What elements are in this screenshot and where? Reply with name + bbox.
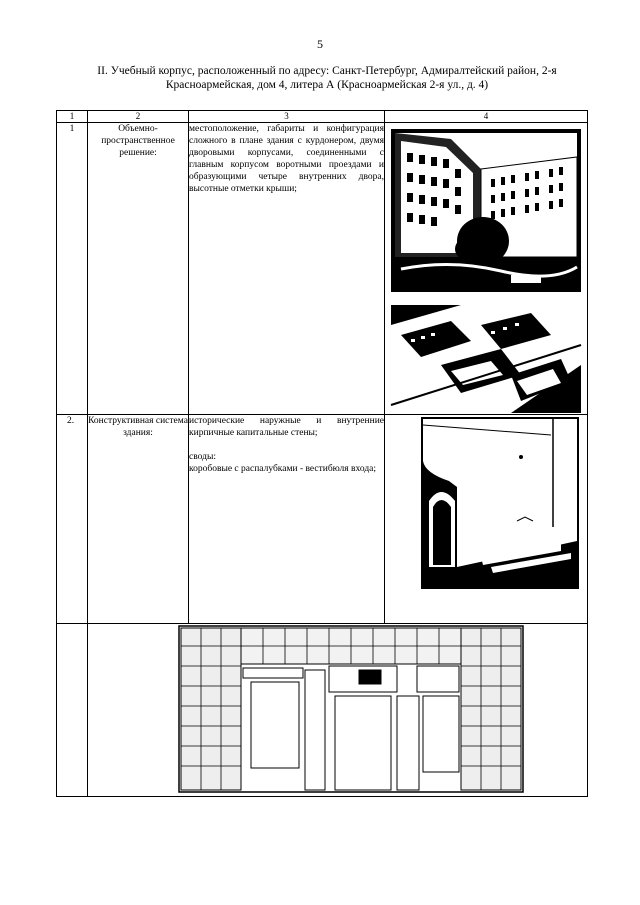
row-number: 2.: [57, 415, 88, 624]
table-row: [57, 624, 588, 797]
row-name: Конструктивная система здания:: [88, 415, 189, 624]
table-row: [57, 415, 588, 624]
column-number-1: 1: [57, 111, 88, 123]
row-description: местоположение, габариты и конфигурация сложного в плане здания с курдонером, двумя дворовыми корпусами, соединенными с главным корпусом воротными проездами и образующими четыре внутренних двора, высотные отметки крыши;: [189, 123, 385, 415]
row-number: 1: [57, 123, 88, 415]
vestibule-interior-photo: [385, 415, 588, 623]
building-street-photo: [388, 123, 591, 413]
row-number-empty: [57, 624, 88, 797]
floor-plan-drawing: [88, 624, 588, 796]
column-number-3: 3: [189, 111, 385, 123]
column-number-4: 4: [385, 111, 588, 123]
table-row: [57, 123, 588, 415]
column-number-2: 2: [88, 111, 189, 123]
page-number: 5: [317, 37, 323, 51]
description-vaults-detail: коробовые с распалубками - вестибюля входа;: [189, 464, 377, 474]
row-name: Объемно-пространственное решение:: [88, 123, 189, 415]
photo-cell: [385, 415, 588, 624]
description-vaults-label: своды:: [189, 452, 216, 462]
floor-plan-cell: [88, 624, 588, 797]
photo-cell: [385, 123, 588, 415]
column-number-row: [57, 111, 588, 123]
row-description: [189, 415, 385, 624]
section-heading: II. Учебный корпус, расположенный по адресу: Санкт-Петербург, Адмиралтейский район, 2-я Красноармейская, дом 4, литера А (Красноармейская 2-я ул., д. 4): [97, 65, 557, 91]
protected-features-table: [56, 110, 588, 797]
description-walls: исторические наружные и внутренние кирпичные капитальные стены;: [189, 416, 384, 438]
